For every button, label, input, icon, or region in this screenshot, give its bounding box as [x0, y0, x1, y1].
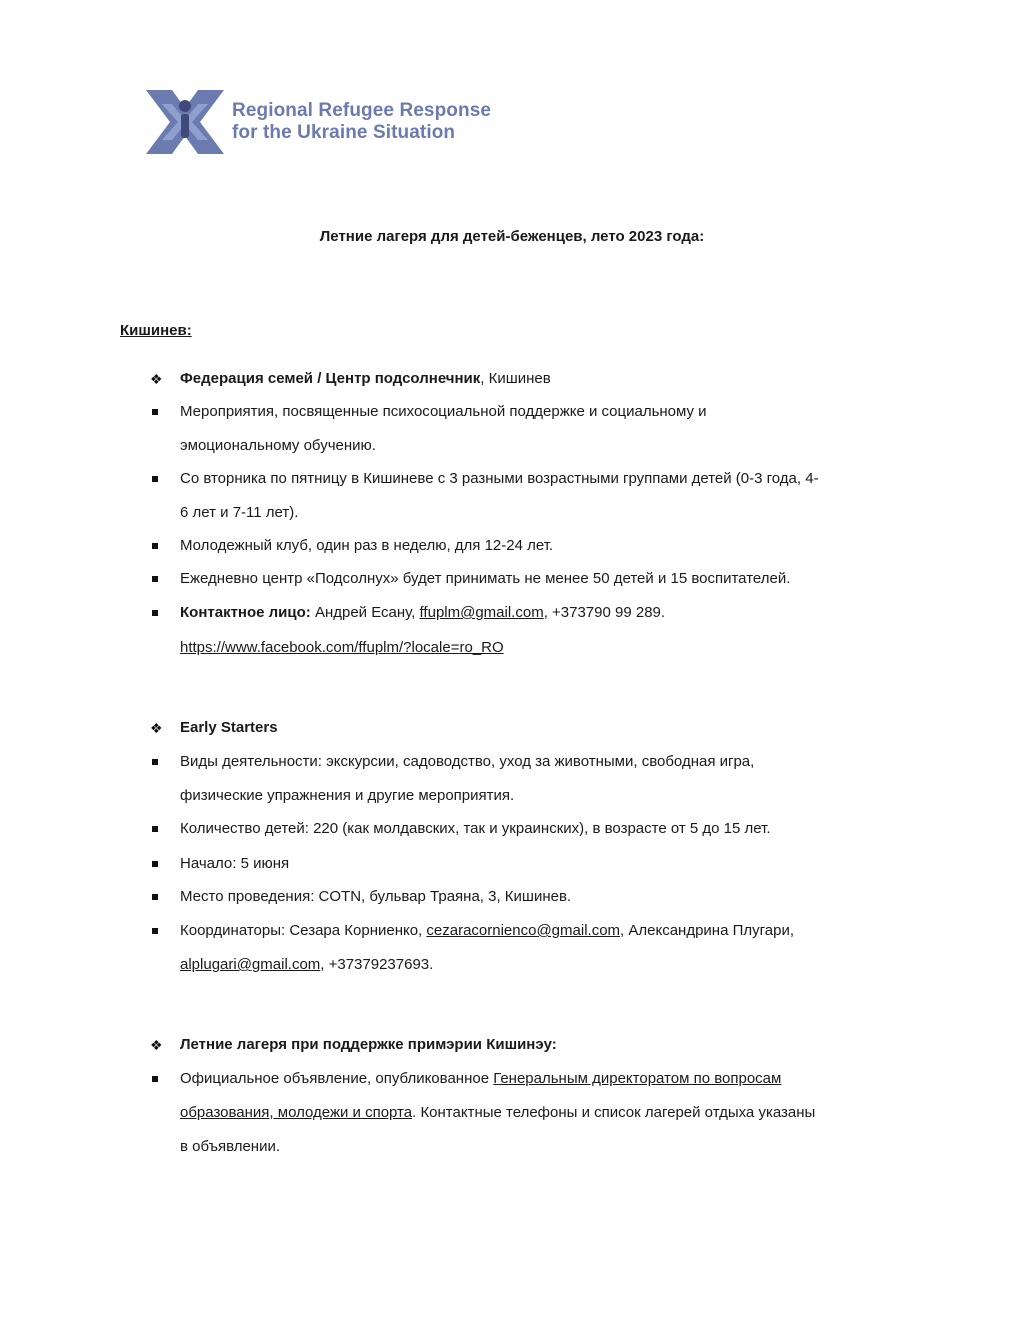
contact-email-link[interactable]: ffuplm@gmail.com [419, 604, 544, 621]
square-bullet-icon [152, 409, 158, 415]
diamond-bullet-icon: ❖ [150, 720, 163, 736]
announcement-rest: . Контактные телефоны и список лагерей отдыха указаны [412, 1104, 816, 1121]
logo-line-2: for the Ukraine Situation [232, 122, 456, 143]
section-heading [180, 369, 551, 389]
bullet-line: физические упражнения и другие мероприятия. [180, 787, 515, 804]
square-bullet-icon [152, 826, 158, 832]
document-title: Летние лагеря для детей-беженцев, лето 2023 года: [319, 228, 705, 245]
coordinators-line [180, 921, 794, 941]
coordinators-prefix: Координаторы: Сезара Корниенко, [180, 922, 427, 939]
organization-logo [142, 82, 522, 162]
bullet-line: Количество детей: 220 (как молдавских, так и украинских), в возрасте от 5 до 15 лет. [180, 820, 771, 837]
square-bullet-icon [152, 759, 158, 765]
coordinators-mid: , Александрина Плугари, [620, 922, 794, 939]
bullet-line: Ежедневно центр «Подсолнух» будет принимать не менее 50 детей и 15 воспитателей. [180, 570, 791, 587]
section-heading [180, 1035, 557, 1055]
square-bullet-icon [152, 476, 158, 482]
contact-label: Контактное лицо: [180, 604, 311, 621]
bullet-line: эмоциональному обучению. [180, 437, 376, 454]
section-heading-bold: Летние лагеря при поддержке примэрии Кишинэу: [180, 1036, 557, 1053]
refugee-response-logo-icon [142, 84, 228, 160]
coordinator-email-link[interactable]: cezaracornienco@gmail.com [426, 922, 621, 939]
section-heading-bold: Федерация семей / Центр подсолнечник [180, 370, 481, 387]
bullet-line: 6 лет и 7-11 лет). [180, 504, 299, 521]
directorate-link[interactable]: Генеральным директоратом по вопросам [493, 1070, 782, 1087]
square-bullet-icon [152, 543, 158, 549]
contact-name: Андрей Есану, [310, 604, 420, 621]
diamond-bullet-icon: ❖ [150, 1037, 163, 1053]
square-bullet-icon [152, 576, 158, 582]
directorate-link[interactable]: образования, молодежи и спорта [180, 1104, 413, 1121]
section-heading [180, 718, 278, 738]
square-bullet-icon [152, 610, 158, 616]
facebook-link[interactable]: https://www.facebook.com/ffuplm/?locale=ro_RO [180, 639, 504, 656]
square-bullet-icon [152, 1076, 158, 1082]
bullet-line: Начало: 5 июня [180, 855, 290, 872]
diamond-bullet-icon: ❖ [150, 371, 163, 387]
square-bullet-icon [152, 928, 158, 934]
announcement-prefix: Официальное объявление, опубликованное [180, 1070, 494, 1087]
bullet-line: Виды деятельности: экскурсии, садоводство, уход за животными, свободная игра, [180, 753, 755, 770]
square-bullet-icon [152, 861, 158, 867]
bullet-line: Молодежный клуб, один раз в неделю, для 12-24 лет. [180, 537, 554, 554]
section-heading-bold: Early Starters [180, 719, 278, 736]
announcement-line [180, 1069, 781, 1089]
coordinator-email-link[interactable]: alplugari@gmail.com [180, 956, 321, 973]
announcement-line-2 [180, 1103, 815, 1123]
city-heading: Кишинев: [120, 322, 192, 339]
bullet-line: Мероприятия, посвященные психосоциальной поддержке и социальному и [180, 403, 707, 420]
contact-phone: , +373790 99 289. [543, 604, 666, 621]
bullet-line [180, 638, 504, 658]
section-heading-rest: , Кишинев [480, 370, 551, 387]
bullet-line: в объявлении. [180, 1138, 280, 1155]
logo-line-1: Regional Refugee Response [232, 100, 492, 121]
contact-line [180, 603, 665, 623]
coordinators-suffix: , +37379237693. [320, 956, 434, 973]
square-bullet-icon [152, 894, 158, 900]
bullet-line: Со вторника по пятницу в Кишиневе с 3 разными возрастными группами детей (0-3 года, 4- [180, 470, 819, 487]
coordinators-line-2 [180, 955, 433, 975]
bullet-line: Место проведения: COTN, бульвар Траяна, 3, Кишинев. [180, 888, 572, 905]
